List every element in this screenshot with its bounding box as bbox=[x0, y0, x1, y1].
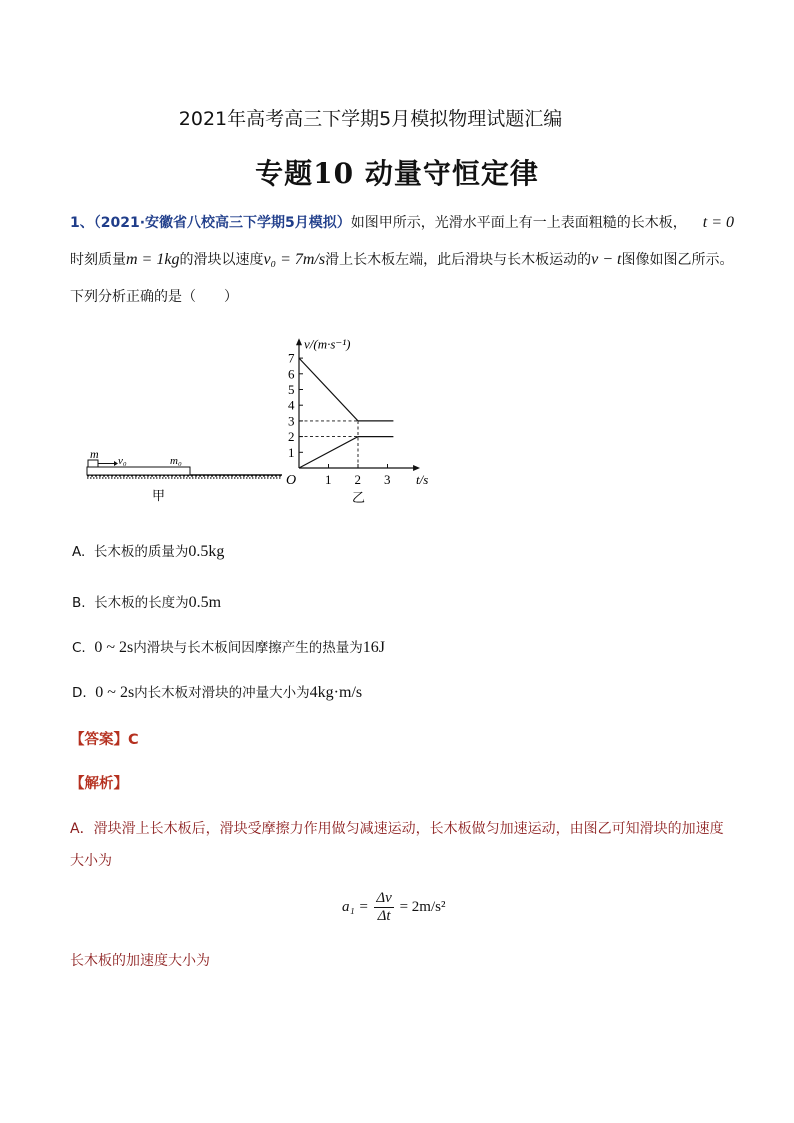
analysis-line-2: 大小为 bbox=[70, 853, 112, 869]
vt-label: v − t bbox=[591, 251, 622, 268]
analysis-tag: 【解析】 bbox=[70, 776, 128, 792]
option-d[interactable] bbox=[72, 681, 362, 702]
y-tick-label: 1 bbox=[288, 444, 295, 460]
vt-chart bbox=[280, 336, 460, 506]
option-c-value: 16J bbox=[362, 639, 385, 656]
y-tick-label: 3 bbox=[288, 413, 295, 429]
question-text-2c: 滑上长木板左端，此后滑块与长木板运动的 bbox=[325, 252, 592, 268]
question-line-3: 下列分析正确的是（ ） bbox=[70, 289, 238, 305]
slider-block bbox=[88, 460, 98, 467]
y-axis-label: v/(m·s⁻¹) bbox=[304, 336, 351, 352]
question-text-2b: 的滑块以速度 bbox=[179, 252, 264, 268]
analysis-line-1: A．滑块滑上长木板后，滑块受摩擦力作用做匀减速运动，长木板做匀加速运动，由图乙可知滑块的加速度 bbox=[70, 821, 724, 837]
figure-a-diagram bbox=[82, 440, 282, 510]
option-c-text: 内滑块与长木板间因摩擦产生的热量为 bbox=[133, 640, 363, 656]
figure-a-caption: 甲 bbox=[152, 488, 166, 503]
label-m0: m₀ bbox=[170, 455, 182, 467]
label-v0: v₀ bbox=[118, 455, 127, 467]
y-tick-label: 6 bbox=[288, 366, 295, 382]
option-a[interactable] bbox=[72, 540, 224, 561]
question-text-2d: 图像如图乙所示。 bbox=[621, 252, 734, 268]
answer-line bbox=[70, 728, 139, 749]
x-tick-label: 1 bbox=[325, 472, 332, 487]
question-line-2 bbox=[70, 250, 733, 270]
option-d-label: D. bbox=[72, 685, 87, 701]
long-board bbox=[87, 467, 190, 475]
analysis-line-3: 长木板的加速度大小为 bbox=[70, 953, 210, 969]
option-b-value: 0.5m bbox=[188, 594, 222, 611]
answer-value: C bbox=[128, 732, 139, 748]
v0-value: v₀ = 7m/s bbox=[263, 251, 326, 268]
acceleration-formula bbox=[342, 890, 445, 925]
document-title: 专题10 动量守恒定律 bbox=[255, 157, 539, 190]
formula-lhs: a₁ = bbox=[342, 899, 369, 915]
option-a-value: 0.5kg bbox=[188, 543, 225, 560]
option-b[interactable] bbox=[72, 591, 221, 612]
question-number: 1、 bbox=[70, 215, 94, 231]
formula-rhs: = 2m/s² bbox=[399, 899, 446, 915]
question-text-1: 如图甲所示，光滑水平面上有一上表面粗糙的长木板， bbox=[350, 215, 687, 231]
series-line-2 bbox=[299, 437, 393, 468]
y-tick-label: 2 bbox=[288, 429, 295, 445]
y-tick-label: 7 bbox=[288, 350, 295, 366]
formula-numerator: Δv bbox=[376, 890, 392, 906]
origin-label: O bbox=[286, 473, 297, 488]
option-c-label: C. bbox=[72, 640, 86, 656]
x-axis-label: t/s bbox=[416, 472, 429, 487]
option-a-label: A. bbox=[72, 544, 86, 560]
y-tick-label: 4 bbox=[288, 397, 295, 413]
mass-value: m = 1kg bbox=[126, 251, 180, 268]
formula-fraction bbox=[374, 890, 393, 925]
x-tick-label: 3 bbox=[384, 472, 391, 487]
option-d-text: 内长木板对滑块的冲量大小为 bbox=[134, 685, 310, 701]
question-line-1 bbox=[70, 213, 734, 233]
x-axis-arrow bbox=[413, 465, 420, 471]
option-d-value: 4kg·m/s bbox=[309, 684, 363, 701]
t-equals-zero: t = 0 bbox=[702, 214, 735, 231]
y-tick-label: 5 bbox=[288, 382, 295, 397]
option-d-range: 0 ~ 2s bbox=[95, 684, 135, 701]
x-tick-label: 2 bbox=[354, 472, 361, 487]
option-c-range: 0 ~ 2s bbox=[94, 639, 134, 656]
question-text-2a: 时刻质量 bbox=[70, 252, 126, 268]
option-c[interactable] bbox=[72, 636, 385, 657]
y-axis-arrow bbox=[296, 338, 302, 345]
chart-caption: 乙 bbox=[352, 490, 366, 505]
question-source: （2021·安徽省八校高三下学期5月模拟） bbox=[93, 215, 351, 231]
formula-denominator: Δt bbox=[377, 908, 391, 924]
option-a-text: 长木板的质量为 bbox=[93, 544, 189, 560]
answer-tag: 【答案】 bbox=[70, 732, 128, 748]
option-b-text: 长木板的长度为 bbox=[94, 595, 189, 611]
series-line-1 bbox=[299, 358, 393, 421]
document-subtitle: 2021年高考高三下学期5月模拟物理试题汇编 bbox=[178, 108, 563, 130]
option-b-label: B. bbox=[72, 595, 86, 611]
label-m: m bbox=[90, 447, 99, 461]
